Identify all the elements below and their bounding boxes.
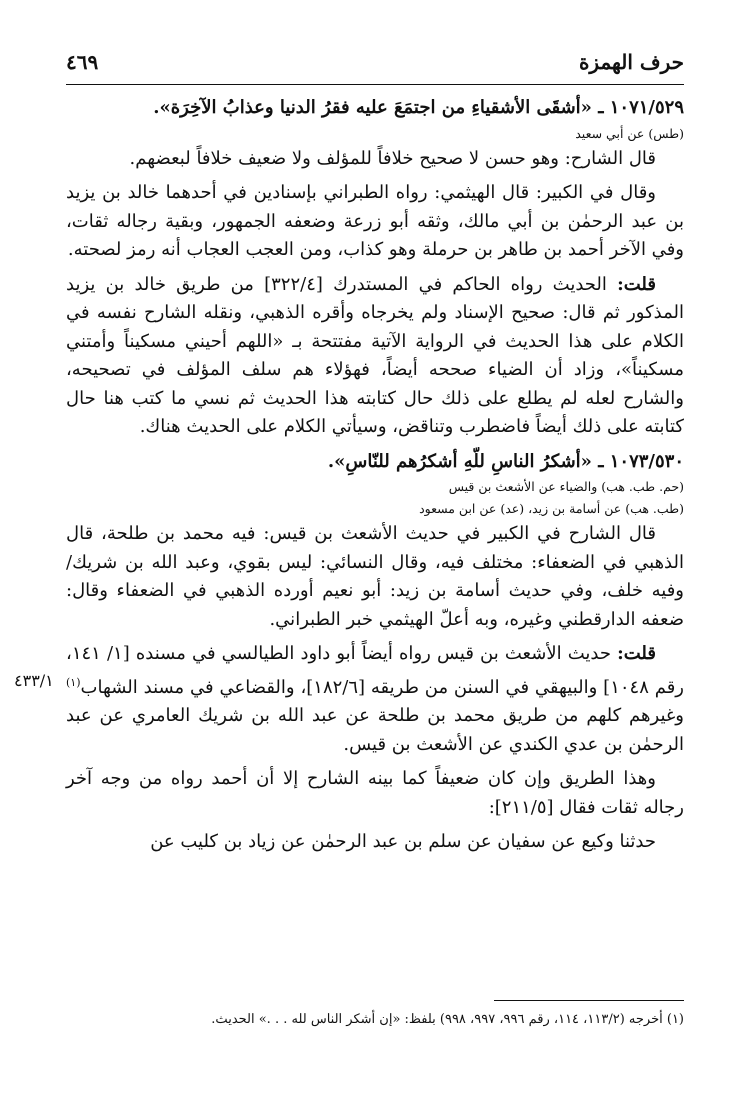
page-header — [66, 44, 684, 85]
paragraph: قال الشارح في الكبير في حديث الأشعث بن قيس: فيه محمد بن طلحة، قال الذهبي في الضعفاء: مختلف فيه، وقال النسائي: ليس بقوي، وعبد الله بن شريك/ وفيه خلف، وفي حديث أسامة بن زيد: أبو نعيم أورده الذهبي في الضعفاء وقال: ضعفه الدارقطني وغيره، وبه أعلّ الهيثمي خبر الطبراني. — [66, 523, 684, 630]
hadith-text: «أشكرُ الناسِ للّهِ أشكرُهم للنّاسِ». — [327, 450, 592, 472]
hadith-number: ١٠٧١/٥٢٩ ـ — [598, 97, 684, 118]
paragraph: وهذا الطريق وإن كان ضعيفاً كما بينه الشارح إلا أن أحمد رواه من وجه آخر رجاله ثقات فقال [٢١١/٥]: — [66, 768, 684, 818]
paragraph: قال الشارح: وهو حسن لا صحيح خلافاً للمؤلف ولا ضعيف خلافاً لبعضهم. — [129, 147, 656, 169]
footnote: (١) أخرجه (١١٣/٢، ١١٤، رقم ٩٩٦، ٩٩٧، ٩٩٨) بلفظ: «إن أشكر الناس لله . . .» الحديث. — [211, 1012, 684, 1027]
qultu-text: الحديث رواه الحاكم في المستدرك [٣٢٢/٤] من طريق خالد بن يزيد المذكور ثم قال: صحيح الإسناد ولم يخرجاه وأقره الذهبي، ونقله الشارح نفسه في الكلام على هذا الحديث في الرواية الآتية مفتتحة بـ «اللهم أحيني مسكيناً وأمتني مسكيناً»، وزاد أن الضياء صححه أيضاً، فهؤلاء هم سلف المؤلف في تصحيحه، والشارح لعله لم يطلع على ذلك حال كتابته هذا الحديث ثم نسي ما كتب هنا حال كتابته على ذلك أيضاً فاضطرب وتناقض، وسيأتي الكلام على الحديث هناك. — [66, 273, 684, 437]
qultu-text: حديث الأشعث بن قيس رواه أيضاً أبو داود الطيالسي في مسنده [١/ ١٤١، رقم ١٠٤٨] والبيهقي في السنن من طريقه [١٨٢/٦]، والقضاعي في مسند الشهاب — [66, 643, 684, 698]
margin-reference: ٤٣٣/١ — [14, 671, 54, 690]
hadith-source: (طس) عن أبي سعيد — [575, 125, 684, 141]
hadith-entry-title — [66, 448, 684, 477]
hadith-number: ١٠٧٣/٥٣٠ ـ — [598, 450, 684, 472]
paragraph: وقال في الكبير: قال الهيثمي: رواه الطبراني بإسنادين في أحدهما خالد بن يزيد بن عبد الرحمٰن بن أبي مالك، وثقه أبو زرعة وضعفه الجمهور، وبقية رجاله ثقات، وفي الآخر أحمد بن طاهر بن حرملة وهو كذاب، ومن العجب العجاب أنه رمز لصحته. — [66, 182, 684, 260]
qultu-label: قلت: — [617, 273, 656, 295]
page-number: ٤٦٩ — [66, 50, 99, 74]
hadith-text: «أشقَى الأشقياءِ من اجتمَعَ عليه فقرُ الدنيا وعذابُ الآخِرَة». — [153, 97, 592, 118]
footnote-separator — [494, 1000, 684, 1001]
hadith-entry-title — [66, 94, 684, 123]
qultu-text-continued: وغيرهم كلهم من طريق محمد بن طلحة عن عبد الله بن شريك العامري عن عبد الرحمٰن بن عدي الكندي عن الأشعث بن قيس. — [66, 705, 684, 755]
paragraph: حدثنا وكيع عن سفيان عن سلم بن عبد الرحمٰن عن زياد بن كليب عن — [150, 831, 656, 852]
hadith-source: (حم. طب. هب) والضياء عن الأشعث بن قيس — [448, 479, 684, 494]
page-body — [66, 94, 684, 857]
qultu-label: قلت: — [617, 643, 656, 664]
running-head: حرف الهمزة — [578, 50, 684, 74]
qultu-paragraph — [66, 271, 684, 442]
footnote-mark: (١) — [66, 675, 81, 689]
hadith-source: (طب. هب) عن أسامة بن زيد، (عد) عن ابن مسعود — [419, 501, 684, 516]
qultu-paragraph — [66, 640, 684, 759]
